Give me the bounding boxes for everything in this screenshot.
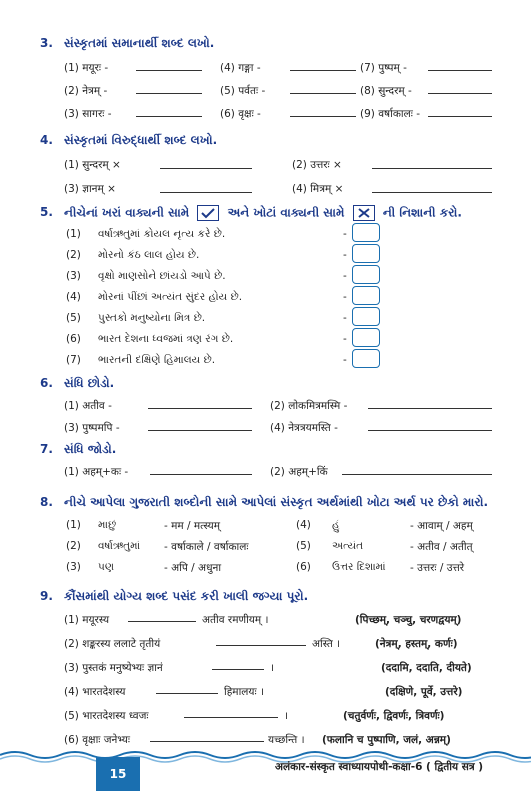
answer-line[interactable] (368, 408, 492, 409)
q7-title: સંધિ જોડો. (64, 442, 117, 456)
answer-line[interactable] (368, 430, 492, 431)
q9-item-start: (1) मयूरस्य (64, 614, 110, 626)
q8-word: હું (332, 519, 340, 531)
answer-line[interactable] (136, 93, 202, 94)
q5-item-text: ભારતની દક્ષિણે હિમાલય છે. (98, 354, 216, 366)
q9-options: (ददामि, ददाति, दीयते) (381, 662, 472, 674)
q8-row-number: (3) (66, 561, 81, 573)
q8-options[interactable]: - अतीव / अतीत् (410, 541, 473, 553)
q5-item-text: ભારત દેશના ધ્વજમાં ત્રણ રંગ છે. (98, 333, 234, 345)
q3-item: (5) पर्वतः - (220, 85, 266, 97)
q9-options: (फलानि च पुष्पाणि, जलं, अन्नम्) (322, 734, 451, 746)
q4-item: (1) सुन्दरम् × (64, 159, 121, 171)
q5-title-part: નીચેનાં ખરાં વાક્યની સામે (64, 205, 190, 220)
q3-item: (2) नेत्रम् - (64, 85, 108, 97)
q5-item-number: (2) (66, 249, 81, 261)
q8-word: માછું (98, 519, 117, 531)
q9-options: (दक्षिणे, पूर्वे, उत्तरे) (385, 686, 463, 698)
q9-options: (चतुर्वर्णः, द्विवर्णः, त्रिवर्णः) (343, 710, 445, 722)
answer-line[interactable] (342, 474, 492, 475)
answer-line[interactable] (428, 70, 492, 71)
answer-line[interactable] (150, 474, 252, 475)
q8-row-number: (4) (296, 519, 311, 531)
q5-item-text: મોરનાં પીંછાં અત્યંત સુંદર હોય છે. (98, 291, 243, 303)
q9-title: કૌંસમાંથી યોગ્ય શબ્દ પસંદ કરી ખાલી જગ્યા પૂરો. (64, 589, 309, 603)
q6-title: સંધિ છોડો. (64, 376, 115, 390)
q9-item-start: (4) भारतदेशस्य (64, 686, 126, 698)
q4-item: (4) मित्रम् × (292, 183, 344, 195)
dash: - (343, 312, 347, 324)
q5-item-number: (7) (66, 354, 81, 366)
q4-number: 4. (40, 133, 53, 147)
dash: - (343, 249, 347, 261)
answer-line[interactable] (148, 408, 252, 409)
q3-item: (9) वर्षाकालः - (360, 108, 420, 120)
answer-line[interactable] (150, 741, 264, 742)
answer-box[interactable] (352, 286, 380, 305)
q9-item-end: यच्छन्ति । (268, 734, 305, 746)
q7-item: (2) अहम्+किं (270, 466, 328, 478)
q5-item-number: (5) (66, 312, 81, 324)
dash: - (343, 270, 347, 282)
q3-item: (8) सुन्दरम् - (360, 85, 412, 97)
q8-word: પણ (98, 561, 114, 573)
answer-line[interactable] (160, 168, 252, 169)
q7-item: (1) अहम्+कः - (64, 466, 129, 478)
q3-item: (3) सागरः - (64, 108, 112, 120)
cross-icon (353, 205, 375, 221)
q5-number: 5. (40, 205, 53, 219)
q6-item: (1) अतीव - (64, 400, 112, 412)
answer-box[interactable] (352, 265, 380, 284)
q9-item-start: (3) पुस्तकं मनुष्येभ्यः ज्ञानं (64, 662, 163, 674)
q4-item: (3) ज्ञानम् × (64, 183, 116, 195)
q5-title-part: અને ખોટાં વાક્યની સામે (227, 205, 345, 220)
q5-item-number: (3) (66, 270, 81, 282)
q4-title: સંસ્કૃતમાં વિરુદ્ધાર્થી શબ્દ લખો. (64, 133, 218, 147)
check-icon (197, 205, 219, 221)
q5-item-number: (1) (66, 228, 81, 240)
page-number: 15 (96, 757, 140, 791)
q8-options[interactable]: - मम / मत्स्यम् (164, 520, 220, 532)
answer-line[interactable] (184, 717, 278, 718)
q4-item: (2) उत्तरः × (292, 159, 342, 171)
answer-line[interactable] (428, 93, 492, 94)
q5-title-part: ની નિશાની કરો. (382, 205, 462, 220)
q9-item-end: अतीव रमणीयम् । (202, 614, 269, 626)
answer-line[interactable] (216, 645, 306, 646)
q5-item-number: (4) (66, 291, 81, 303)
q8-options[interactable]: - वर्षाकाले / वर्षाकालः (164, 541, 249, 553)
answer-line[interactable] (156, 693, 218, 694)
q6-item: (3) पुष्पमपि - (64, 422, 120, 434)
answer-line[interactable] (212, 669, 264, 670)
q8-row-number: (5) (296, 540, 311, 552)
q6-item: (4) नेत्रत्रयमस्ति - (270, 422, 338, 434)
q9-item-start: (6) वृक्षाः जनेभ्यः (64, 734, 130, 746)
q5-item-text: વર્ષાઋતુમાં કોયલ નૃત્ય કરે છે. (98, 228, 226, 240)
q8-options[interactable]: - अपि / अधुना (164, 562, 222, 574)
answer-line[interactable] (136, 70, 202, 71)
q8-word: અત્યંત (332, 540, 364, 552)
q3-item: (4) गङ्गा - (220, 62, 261, 74)
answer-box[interactable] (352, 307, 380, 326)
q3-title: સંસ્કૃતમાં સમાનાર્થી શબ્દ લખો. (64, 36, 215, 50)
book-title: अलंकार-संस्कृत स्वाध्यायपोथी-कक्षा-6 ( द्वितीय सत्र ) (275, 761, 484, 773)
q9-item-end: । (270, 662, 274, 674)
q3-item: (7) पुष्पम् - (360, 62, 407, 74)
q8-row-number: (2) (66, 540, 81, 552)
answer-box[interactable] (352, 244, 380, 263)
q9-options: (नेत्रम्, हस्तम्, कर्णः) (375, 638, 458, 650)
q5-item-text: વૃક્ષો માણસોને છાંયડો આપે છે. (98, 270, 226, 282)
q3-item: (6) वृक्षः - (220, 108, 261, 120)
q6-item: (2) लोकमित्रमस्मि - (270, 400, 348, 412)
answer-line[interactable] (372, 168, 492, 169)
q8-options[interactable]: - आवाम् / अहम् (410, 520, 473, 532)
q9-item-end: अस्ति । (312, 638, 341, 650)
answer-line[interactable] (160, 192, 252, 193)
q9-number: 9. (40, 589, 53, 603)
q5-item-number: (6) (66, 333, 81, 345)
q3-item: (1) मयूरः - (64, 62, 109, 74)
answer-line[interactable] (290, 93, 356, 94)
answer-line[interactable] (128, 621, 196, 622)
dash: - (343, 228, 347, 240)
q9-item-start: (5) भारतदेशस्य ध्वजः (64, 710, 149, 722)
answer-line[interactable] (372, 192, 492, 193)
q8-row-number: (1) (66, 519, 81, 531)
answer-line[interactable] (290, 116, 356, 117)
q8-number: 8. (40, 495, 53, 509)
answer-line[interactable] (290, 70, 356, 71)
q9-item-end: हिमालयः । (224, 686, 264, 698)
answer-box[interactable] (352, 223, 380, 242)
q5-item-text: પુસ્તકો મનુષ્યોના મિત્ર છે. (98, 312, 206, 324)
q3-number: 3. (40, 36, 53, 50)
q5-title (64, 205, 462, 221)
q9-options: (पिच्छम्, चञ्चु, चरणद्वयम्) (355, 614, 462, 626)
q7-number: 7. (40, 442, 53, 456)
answer-line[interactable] (148, 430, 252, 431)
answer-line[interactable] (428, 116, 492, 117)
dash: - (343, 291, 347, 303)
dash: - (343, 333, 347, 345)
answer-line[interactable] (136, 116, 202, 117)
q9-item-start: (2) शङ्करस्य ललाटे तृतीयं (64, 638, 161, 650)
q8-word: ઉત્તર દિશામાં (332, 561, 386, 573)
answer-box[interactable] (352, 349, 380, 368)
answer-box[interactable] (352, 328, 380, 347)
q5-item-text: મોરનો કંઠ લાલ હોય છે. (98, 249, 200, 261)
q9-item-end: । (284, 710, 288, 722)
q8-row-number: (6) (296, 561, 311, 573)
q6-number: 6. (40, 376, 53, 390)
q8-title: નીચે આપેલા ગુજરાતી શબ્દોની સામે આપેલાં સંસ્કૃત અર્થમાંથી ખોટા અર્થ પર છેકો મારો. (64, 495, 489, 509)
q8-options[interactable]: - उत्तरः / उत्तरे (410, 562, 465, 574)
q8-word: વર્ષાઋતુમાં (98, 540, 141, 552)
dash: - (343, 354, 347, 366)
